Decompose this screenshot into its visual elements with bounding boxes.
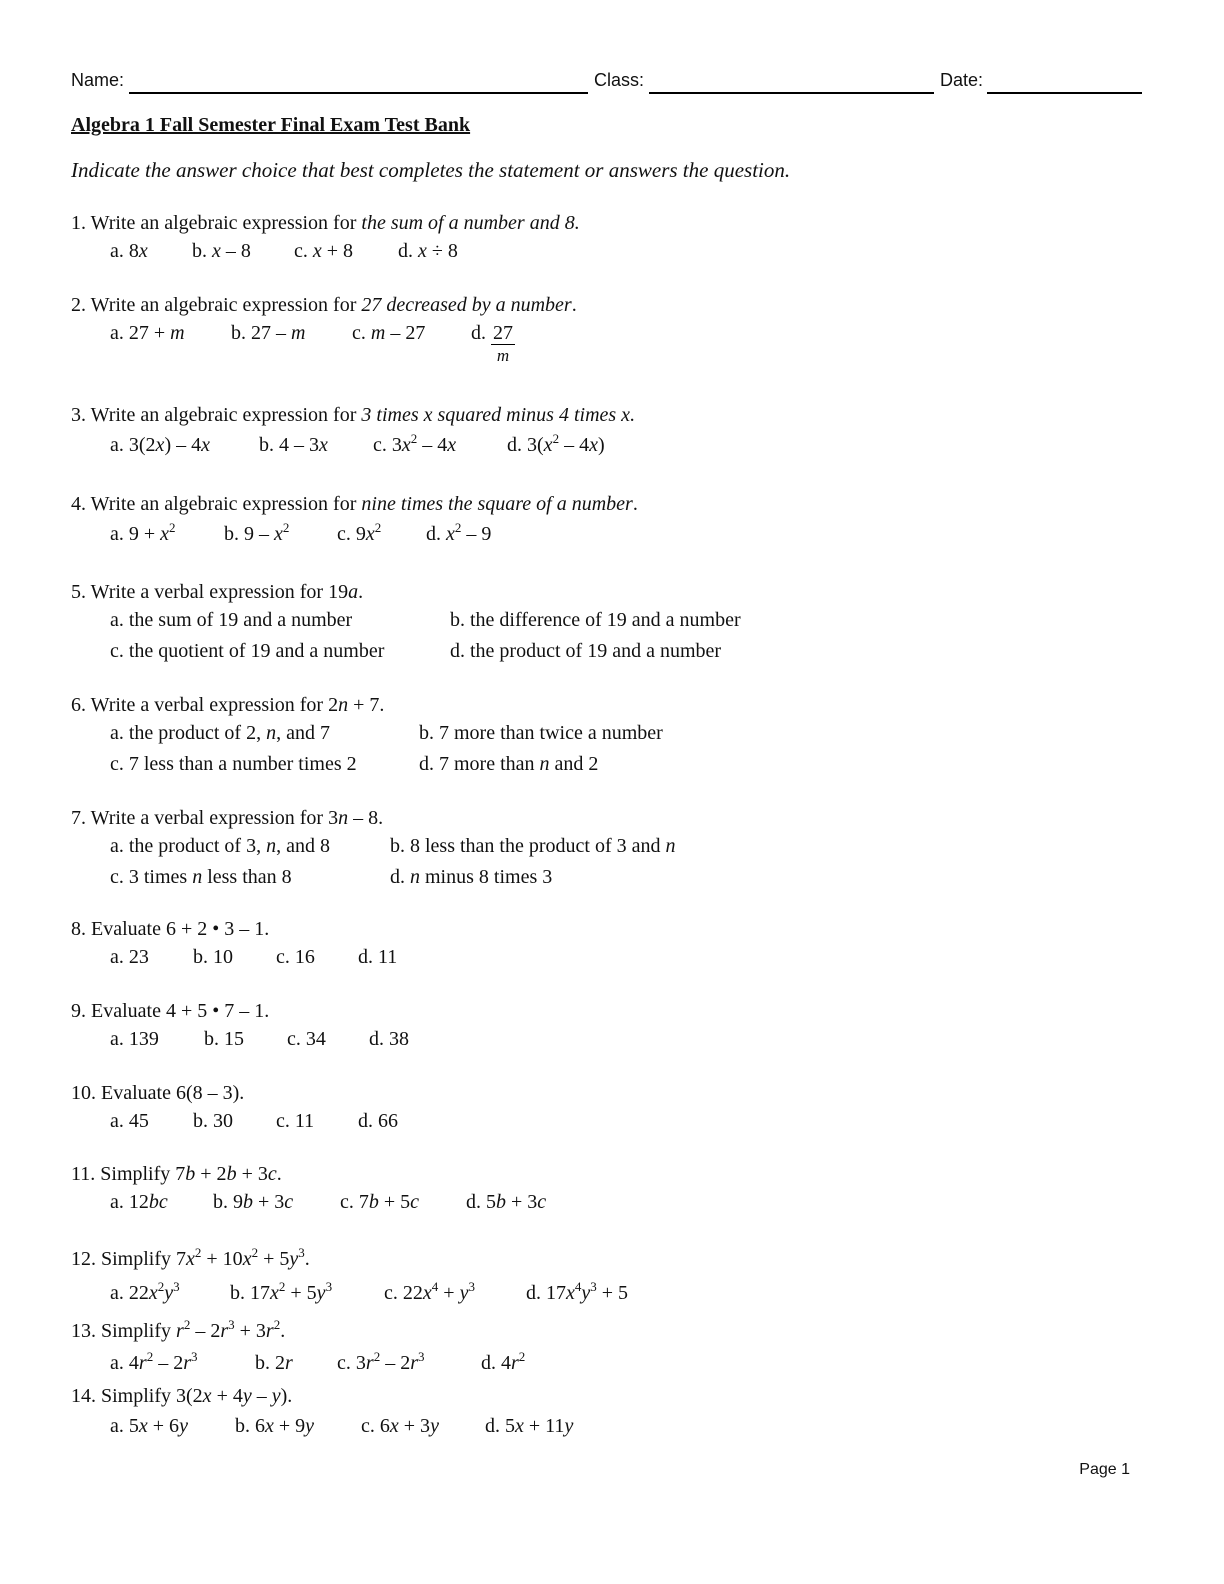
question-14-choice-a[interactable]: a. 5x + 6y bbox=[110, 1415, 188, 1437]
question-1-choice-b[interactable]: b. x – 8 bbox=[192, 240, 251, 262]
question-9-choice-a[interactable]: a. 139 bbox=[110, 1028, 159, 1050]
question-10-choice-a[interactable]: a. 45 bbox=[110, 1110, 149, 1132]
question-5-choice-a[interactable]: a. the sum of 19 and a number bbox=[110, 609, 353, 631]
question-9-stem: 9. Evaluate 4 + 5 • 7 – 1. bbox=[71, 1000, 270, 1022]
question-10-choice-c[interactable]: c. 11 bbox=[276, 1110, 315, 1132]
question-5-choice-d[interactable]: d. the product of 19 and a number bbox=[450, 640, 722, 662]
question-12-choice-a[interactable]: a. $22x^2y^3$ bbox=[110, 1279, 180, 1304]
instructions: Indicate the answer choice that best completes the statement or answers the question. bbox=[71, 158, 791, 182]
name-label: Name: bbox=[71, 70, 125, 90]
question-8-choice-a[interactable]: a. 23 bbox=[110, 946, 149, 968]
question-12-stem: 12. Simplify $7x^2 + 10x^2 + 5y^3$. bbox=[71, 1245, 310, 1270]
question-10-stem: 10. Evaluate 6(8 – 3). bbox=[71, 1082, 245, 1104]
question-13-choice-a[interactable]: a. $4r^2 - 2r^3$ bbox=[110, 1349, 198, 1374]
question-2-choice-a[interactable]: a. 27 + m bbox=[110, 322, 185, 344]
question-3-choice-b[interactable]: b. 4 – 3x bbox=[259, 434, 328, 456]
question-10-choice-b[interactable]: b. 30 bbox=[193, 1110, 233, 1132]
question-11-stem: 11. Simplify 7b + 2b + 3c. bbox=[71, 1163, 282, 1185]
class-field[interactable] bbox=[649, 92, 934, 94]
question-13-choice-c[interactable]: c. $3r^2 - 2r^3$ bbox=[337, 1349, 425, 1374]
question-6-choice-c[interactable]: c. 7 less than a number times 2 bbox=[110, 753, 357, 775]
page-number: Page 1 bbox=[1079, 1461, 1130, 1478]
question-13-choice-b[interactable]: b. 2r bbox=[255, 1352, 293, 1374]
question-9-choice-b[interactable]: b. 15 bbox=[204, 1028, 244, 1050]
question-12-choice-c[interactable]: c. $22x^4 + y^3$ bbox=[384, 1279, 475, 1304]
question-3-choice-d[interactable]: d. $3(x^2 - 4x)$ bbox=[507, 431, 605, 456]
question-9-choice-c[interactable]: c. 34 bbox=[287, 1028, 326, 1050]
question-13-choice-d[interactable]: d. $4r^2$ bbox=[481, 1349, 526, 1374]
question-6-stem: 6. Write a verbal expression for 2n + 7. bbox=[71, 694, 385, 716]
question-5-choice-b[interactable]: b. the difference of 19 and a number bbox=[450, 609, 741, 631]
question-1-stem: 1. Write an algebraic expression for the sum of a number and 8. bbox=[71, 212, 580, 234]
question-9-choice-d[interactable]: d. 38 bbox=[369, 1028, 409, 1050]
question-4-stem: 4. Write an algebraic expression for nine times the square of a number. bbox=[71, 493, 638, 515]
question-2-choice-b[interactable]: b. 27 – m bbox=[231, 322, 306, 344]
question-7-choice-c[interactable]: c. 3 times n less than 8 bbox=[110, 866, 292, 888]
question-3-choice-c[interactable]: c. $3x^2 - 4x$ bbox=[373, 431, 457, 456]
question-1-choice-a[interactable]: a. 8x bbox=[110, 240, 148, 262]
question-13-stem: 13. Simplify $r^2 - 2r^3 + 3r^2$. bbox=[71, 1317, 286, 1342]
question-14-choice-d[interactable]: d. 5x + 11y bbox=[485, 1415, 574, 1437]
question-11-choice-c[interactable]: c. 7b + 5c bbox=[340, 1191, 420, 1213]
question-2-stem: 2. Write an algebraic expression for 27 decreased by a number. bbox=[71, 294, 577, 316]
question-8-stem: 8. Evaluate 6 + 2 • 3 – 1. bbox=[71, 918, 270, 940]
question-4-choice-c[interactable]: c. $9x^2$ bbox=[337, 520, 382, 545]
question-2-choice-c[interactable]: c. m – 27 bbox=[352, 322, 426, 344]
question-8-choice-d[interactable]: d. 11 bbox=[358, 946, 398, 968]
question-6-choice-a[interactable]: a. the product of 2, n, and 7 bbox=[110, 722, 330, 744]
question-5-stem: 5. Write a verbal expression for 19a. bbox=[71, 581, 364, 603]
question-14-choice-c[interactable]: c. 6x + 3y bbox=[361, 1415, 439, 1437]
question-6-choice-b[interactable]: b. 7 more than twice a number bbox=[419, 722, 663, 744]
question-2-choice-d[interactable]: d. $\frac{27}{m}$ bbox=[471, 322, 513, 365]
question-7-stem: 7. Write a verbal expression for 3n – 8. bbox=[71, 807, 384, 829]
date-field[interactable] bbox=[987, 92, 1142, 94]
question-12-choice-b[interactable]: b. $17x^2 + 5y^3$ bbox=[230, 1279, 333, 1304]
question-4-choice-b[interactable]: b. $9 - x^2$ bbox=[224, 520, 290, 545]
question-11-choice-b[interactable]: b. 9b + 3c bbox=[213, 1191, 294, 1213]
question-8-choice-b[interactable]: b. 10 bbox=[193, 946, 233, 968]
question-7-choice-a[interactable]: a. the product of 3, n, and 8 bbox=[110, 835, 330, 857]
question-11-choice-a[interactable]: a. 12bc bbox=[110, 1191, 168, 1213]
question-4-choice-a[interactable]: a. $9 + x^2$ bbox=[110, 520, 176, 545]
question-3-choice-a[interactable]: a. 3(2x) – 4x bbox=[110, 434, 210, 456]
date-label: Date: bbox=[940, 70, 984, 90]
question-12-choice-d[interactable]: d. $17x^4y^3 + 5$ bbox=[526, 1279, 629, 1304]
name-field[interactable] bbox=[129, 92, 588, 94]
question-3-stem: 3. Write an algebraic expression for 3 times x squared minus 4 times x. bbox=[71, 404, 636, 426]
question-5-choice-c[interactable]: c. the quotient of 19 and a number bbox=[110, 640, 385, 662]
question-1-choice-c[interactable]: c. x + 8 bbox=[294, 240, 354, 262]
question-8-choice-c[interactable]: c. 16 bbox=[276, 946, 315, 968]
question-1-choice-d[interactable]: d. x ÷ 8 bbox=[398, 240, 458, 262]
question-14-stem: 14. Simplify 3(2x + 4y – y). bbox=[71, 1385, 293, 1407]
page-title: Algebra 1 Fall Semester Final Exam Test Bank bbox=[71, 114, 471, 136]
question-4-choice-d[interactable]: d. $x^2 - 9$ bbox=[426, 520, 492, 545]
question-7-choice-d[interactable]: d. n minus 8 times 3 bbox=[390, 866, 553, 888]
question-7-choice-b[interactable]: b. 8 less than the product of 3 and n bbox=[390, 835, 676, 857]
question-14-choice-b[interactable]: b. 6x + 9y bbox=[235, 1415, 315, 1437]
question-10-choice-d[interactable]: d. 66 bbox=[358, 1110, 398, 1132]
question-6-choice-d[interactable]: d. 7 more than n and 2 bbox=[419, 753, 599, 775]
class-label: Class: bbox=[594, 70, 645, 90]
question-11-choice-d[interactable]: d. 5b + 3c bbox=[466, 1191, 547, 1213]
